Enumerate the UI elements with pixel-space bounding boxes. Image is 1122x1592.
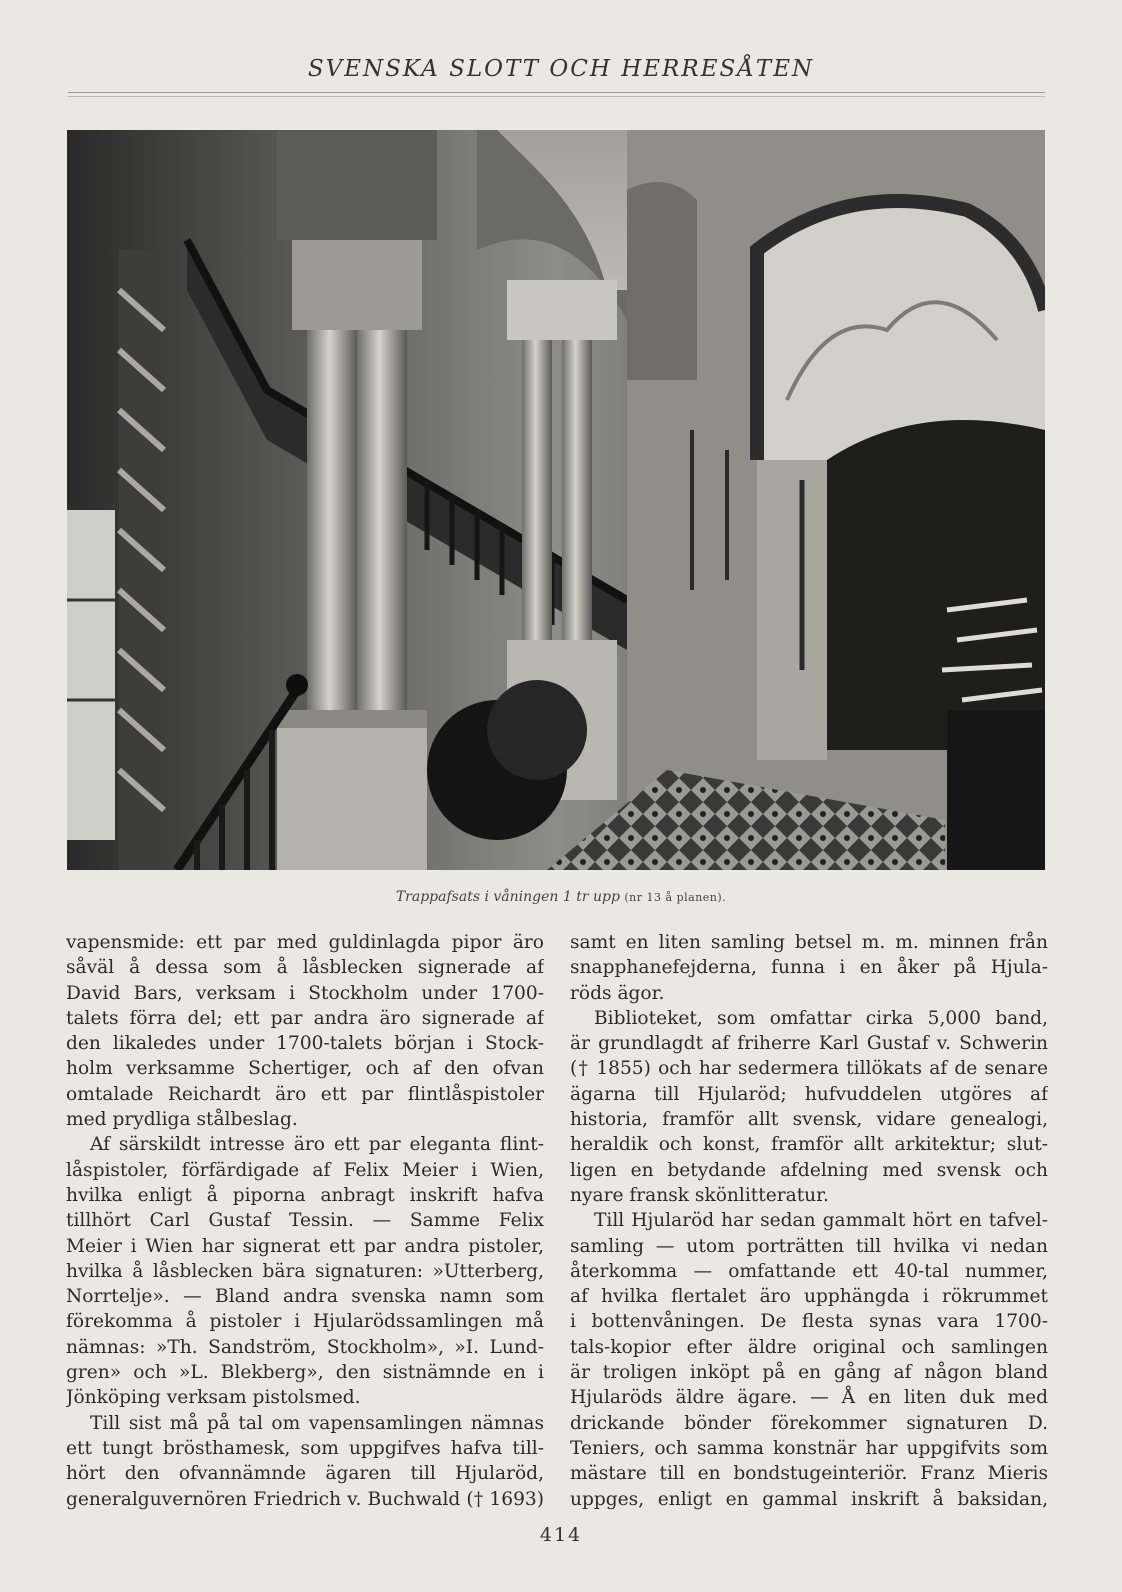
caption-text: Trappafsats i våningen 1 tr upp [395,889,620,905]
text-line: († 1855) och har sedermera tillökats af de senare [570,1058,1048,1080]
left-text-column [66,930,544,1512]
text-line: låspistoler, förfärdigade af Felix Meier i Wien, [66,1159,544,1181]
text-line: historia, framför allt svensk, vidare genealogi, [570,1109,1048,1131]
text-line: hört den ofvannämnde ägaren till Hjularöd, [66,1463,544,1485]
text-line: ligen en betydande afdelning med svensk och [570,1159,1048,1181]
header-rule [68,92,1045,97]
right-text-column [570,930,1048,1512]
text-line: generalguvernören Friedrich v. Buchwald († 1693) [66,1488,544,1510]
photo-caption [0,889,1122,905]
text-line: samling — utom porträtten till hvilka vi nedan [570,1235,1048,1257]
text-line: Till sist må på tal om vapensamlingen nämnas [90,1412,544,1434]
staircase-illustration [67,130,1045,870]
staircase-photograph [67,130,1045,870]
text-line: Biblioteket, som omfattar cirka 5,000 band, [594,1007,1048,1029]
text-line: hvilka enligt å piporna anbragt inskrift hafva [66,1184,544,1206]
text-line: är grundlagdt af friherre Karl Gustaf v. Schwerin [570,1033,1048,1055]
text-line: af hvilka flertalet äro upphängda i rökrummet [570,1286,1048,1308]
text-line: tillhört Carl Gustaf Tessin. — Samme Felix [66,1210,544,1232]
text-line: Till Hjularöd har sedan gammalt hört en tafvel- [594,1210,1048,1232]
text-line: Af särskildt intresse äro ett par eleganta flint- [90,1134,544,1156]
text-line: nyare fransk skönlitteratur. [570,1184,829,1206]
text-line: holm verksamme Schertiger, och af den ofvan [66,1058,544,1080]
text-line: uppges, enligt en gammal inskrift å baksidan, [570,1488,1048,1510]
text-line: omtalade Reichardt äro ett par flintlåspistoler [66,1083,544,1105]
text-line: vapensmide: ett par med guldinlagda pipor äro [66,932,544,953]
text-line: tals-kopior efter äldre original och samlingen [570,1336,1048,1358]
running-head: SVENSKA SLOTT OCH HERRESÅTEN [307,56,815,82]
text-line: ägarna till Hjularöd; hufvuddelen utgöres af [570,1083,1048,1105]
text-line: är troligen inköpt på en gång af någon bland [570,1362,1048,1384]
text-line: David Bars, verksam i Stockholm under 1700- [66,982,544,1004]
text-line: återkomma — omfattande ett 40-tal nummer, [570,1260,1048,1282]
text-line: nämnas: »Th. Sandström, Stockholm», »I. Lund- [66,1336,544,1358]
text-line: drickande bönder förekommer signaturen D. [570,1412,1048,1434]
text-line: mästare till en bondstugeinteriör. Franz Mieris [570,1463,1048,1485]
caption-note: (nr 13 å planen). [624,891,727,904]
text-line: den likaledes under 1700-talets början i Stock- [66,1033,544,1055]
text-line: Norrtelje». — Bland andra svenska namn som [66,1286,544,1308]
page-number: 414 [539,1524,583,1546]
text-line: Jönköping verksam pistolsmed. [66,1387,361,1409]
text-line: Teniers, och samma konstnär har uppgifvits som [570,1437,1048,1459]
text-line: ett tungt brösthamesk, som uppgifves hafva till- [66,1437,544,1459]
text-line: förekomma å pistoler i Hjularödssamlingen må [66,1311,544,1333]
text-line: hvilka å låsblecken bära signaturen: »Utterberg, [66,1260,544,1282]
text-line: snapphanefejderna, funna i en åker på Hjula- [570,957,1048,979]
text-line: samt en liten samling betsel m. m. minnen från [570,932,1048,953]
text-line: Meier i Wien har signerat ett par andra pistoler, [66,1235,544,1257]
text-line: röds ägor. [570,982,665,1004]
text-line: Hjularöds äldre ägare. — Å en liten duk med [570,1387,1048,1409]
text-line: i bottenvåningen. De flesta synas vara 1700- [570,1311,1048,1333]
text-line: gren» och »L. Blekberg», den sistnämnde en i [66,1362,544,1384]
text-line: med prydliga stålbeslag. [66,1109,298,1131]
text-line: såväl å dessa som å låsblecken signerade af [66,957,544,979]
text-line: heraldik och konst, framför allt arkitektur; slut- [570,1134,1048,1156]
text-line: talets förra del; ett par andra äro signerade af [66,1007,544,1029]
